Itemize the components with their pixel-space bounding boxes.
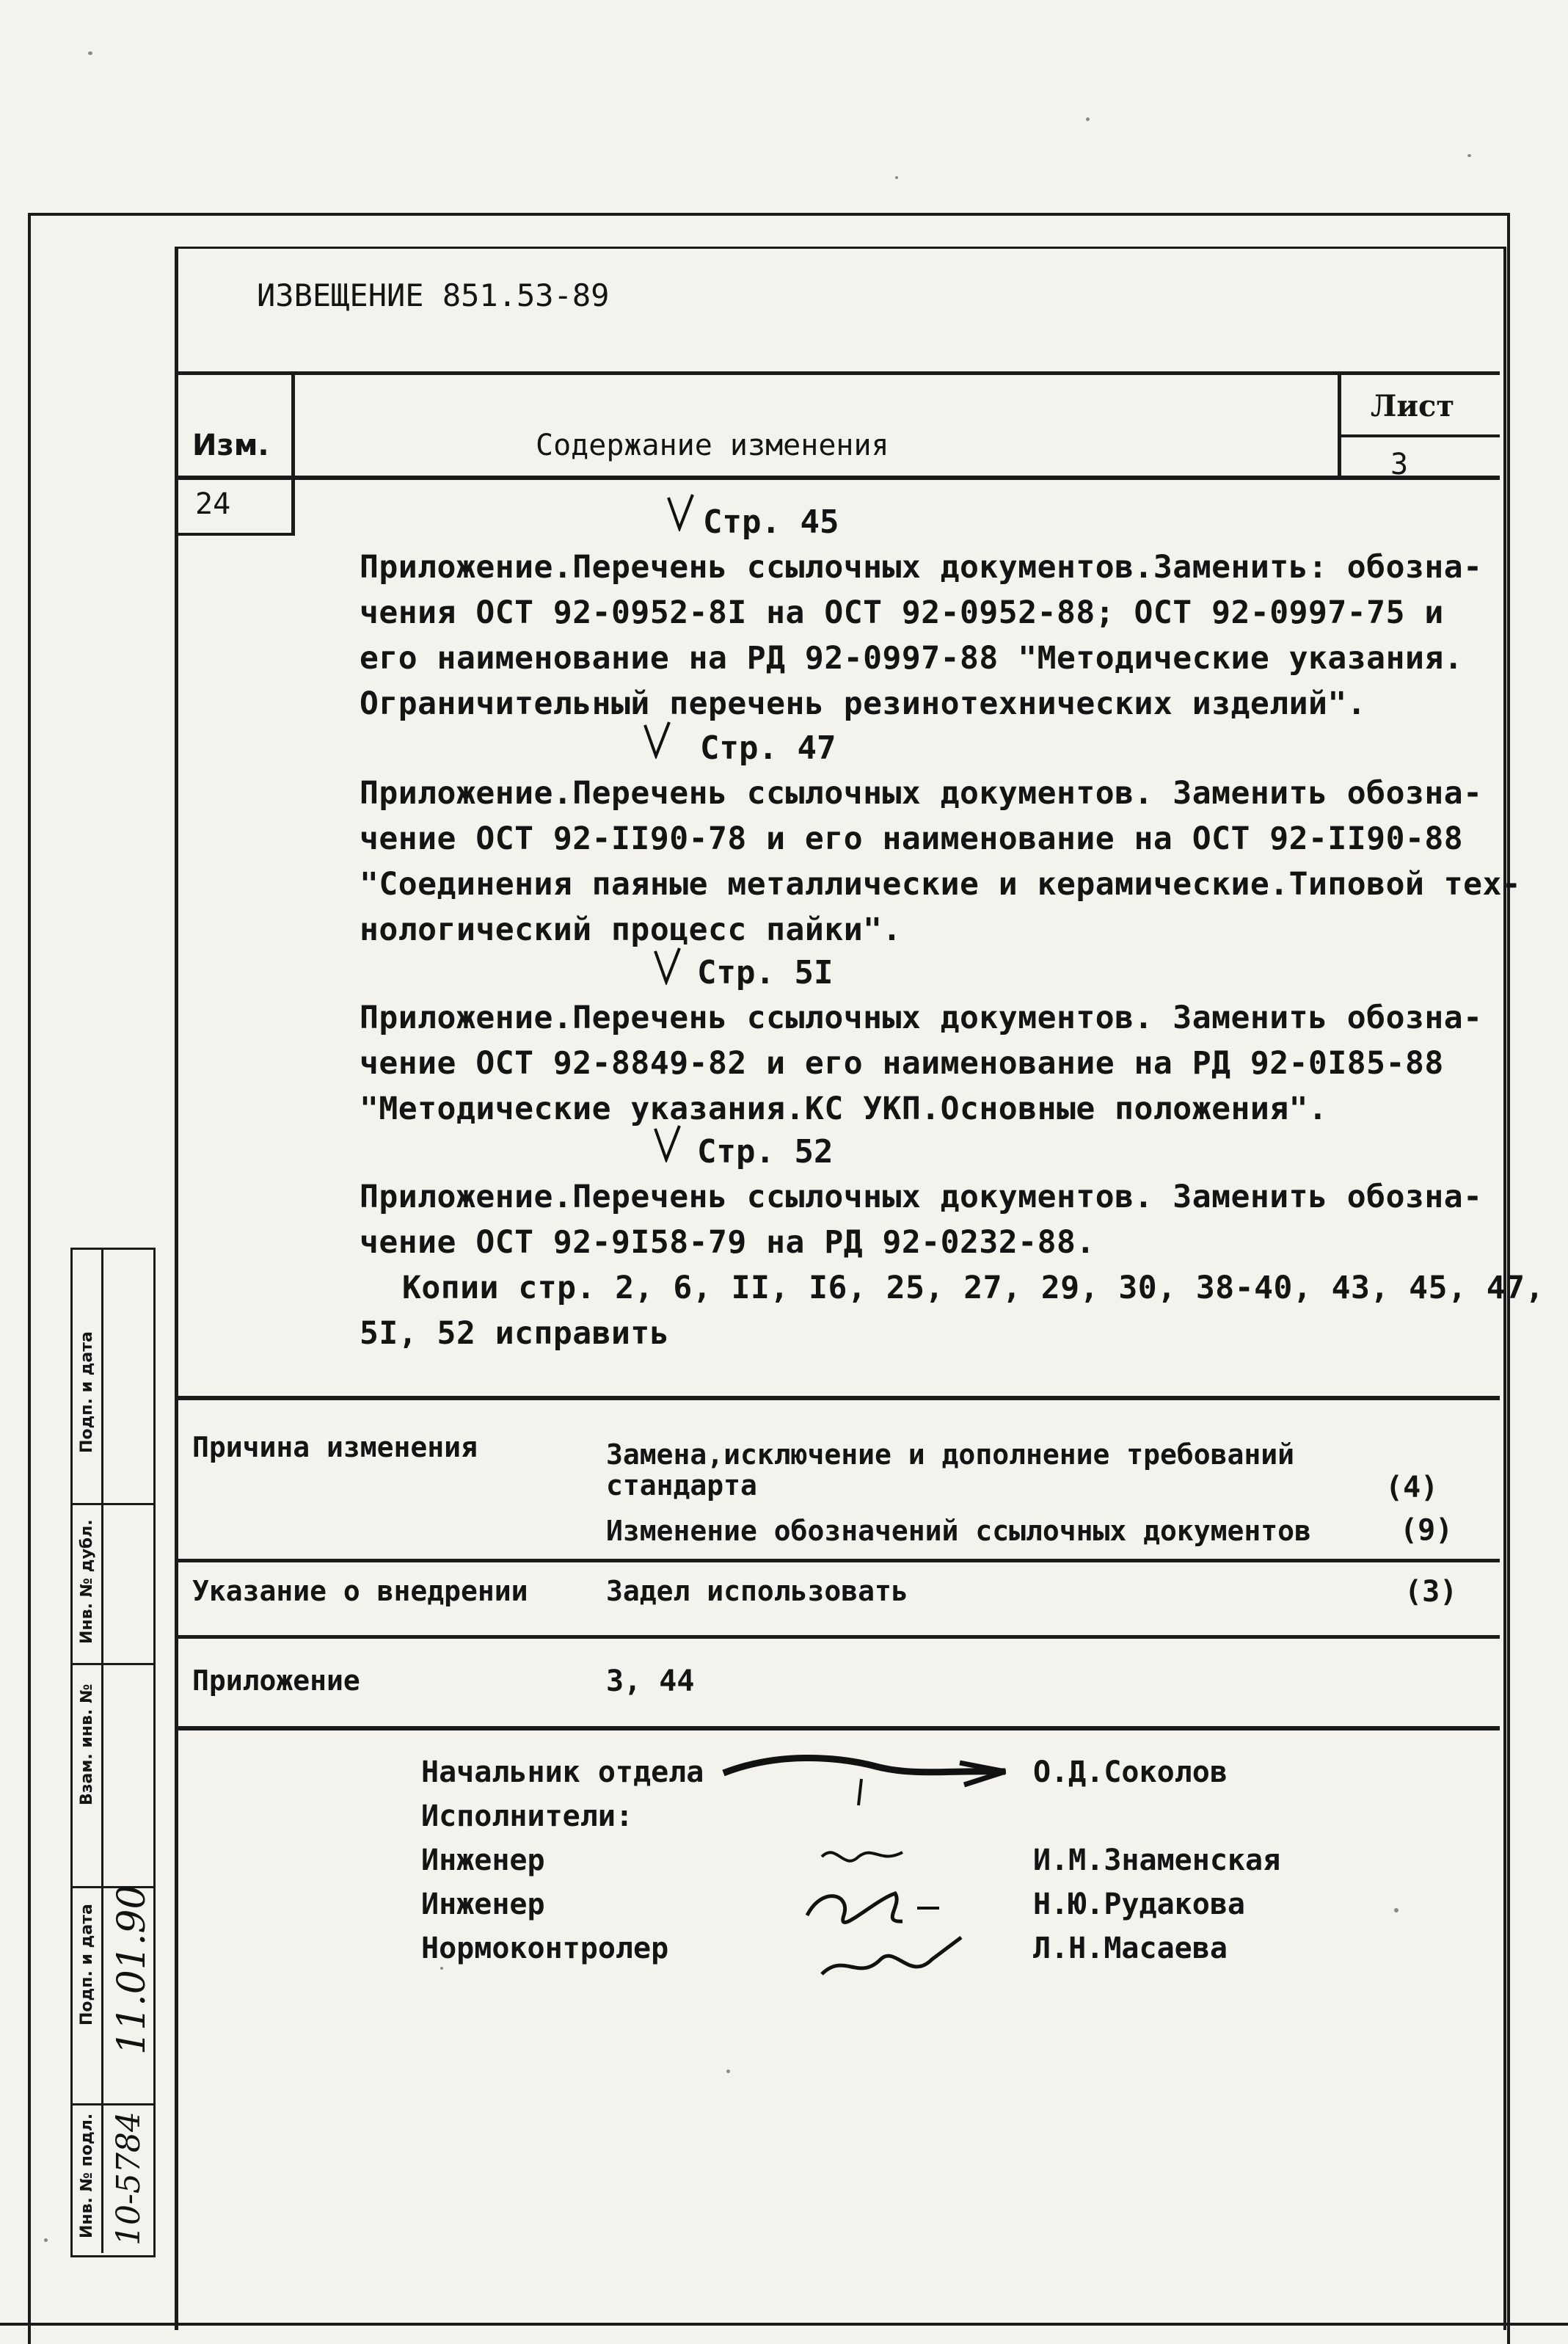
head-signature xyxy=(718,1747,1011,1813)
reason-line2: стандарта xyxy=(606,1469,757,1502)
side-label: Инв. № дубл. xyxy=(78,1519,96,1644)
executor-name: Л.Н.Масаева xyxy=(1033,1932,1228,1965)
change-line: Приложение.Перечень ссылочных документов. Заменить обозна- xyxy=(360,1000,1483,1036)
side-signed-date: 11.01.90 xyxy=(110,1885,154,2055)
izm-cell-bottom xyxy=(178,533,295,536)
implementation-value: Задел использовать xyxy=(606,1575,908,1607)
appendix-value: 3, 44 xyxy=(606,1664,695,1698)
change-line: "Методические указания.КС УКП.Основные положения". xyxy=(360,1091,1328,1127)
executors-label: Исполнители: xyxy=(421,1799,633,1833)
reason-line1: Замена,исключение и дополнение требований xyxy=(606,1438,1294,1471)
copies-note: 5I, 52 исправить xyxy=(360,1315,670,1352)
reason-label: Причина изменения xyxy=(192,1431,478,1463)
change-page-45: Стр. 45 xyxy=(703,503,839,541)
bottom-border xyxy=(0,2323,1568,2326)
side-label: Инв. № подл. xyxy=(78,2113,96,2238)
checkmark-icon xyxy=(653,947,682,985)
change-page-51: Стр. 5I xyxy=(697,954,834,991)
change-line: чение ОСТ 92-II90-78 и его наименование на ОСТ 92-II90-88 xyxy=(360,820,1464,857)
side-row-line xyxy=(70,2103,153,2105)
change-line: чение ОСТ 92-9I58-79 на РД 92-0232-88. xyxy=(360,1224,1095,1261)
implementation-top-line xyxy=(178,1559,1500,1562)
side-row-line xyxy=(70,1663,153,1665)
executor-role: Инженер xyxy=(421,1843,545,1877)
executor-name: И.М.Знаменская xyxy=(1033,1843,1281,1877)
executor-role: Нормоконтролер xyxy=(421,1932,669,1965)
change-line: "Соединения паяные металлические и керамические.Типовой тех- xyxy=(360,866,1522,903)
executor-signatures xyxy=(792,1835,983,1996)
head-name: О.Д.Соколов xyxy=(1033,1755,1228,1789)
reason-top-line xyxy=(178,1396,1500,1400)
checkmark-icon xyxy=(643,721,672,759)
change-line: Приложение.Перечень ссылочных документов.Заменить: обозна- xyxy=(360,549,1483,586)
sheet-column-divider xyxy=(1338,371,1341,480)
implementation-label: Указание о внедрении xyxy=(192,1575,528,1607)
side-label: Взам. инв. № xyxy=(78,1684,96,1805)
reason-line3: Изменение обозначений ссылочных документов xyxy=(606,1515,1311,1547)
col-content-header: Содержание изменения xyxy=(536,429,889,462)
appendix-top-line xyxy=(178,1635,1500,1639)
copies-note: Копии стр. 2, 6, II, I6, 25, 27, 29, 30, 38-40, 43, 45, 47, xyxy=(402,1270,1545,1306)
reason-code2: (9) xyxy=(1400,1513,1454,1547)
change-page-52: Стр. 52 xyxy=(697,1133,834,1171)
side-stamp-divider xyxy=(101,1248,103,2253)
head-role: Начальник отдела xyxy=(421,1755,704,1789)
izm-column-divider xyxy=(291,371,295,536)
side-label: Подп. и дата xyxy=(78,1904,96,2025)
col-izm-header: Изм. xyxy=(192,429,269,462)
side-label: Подп. и дата xyxy=(78,1331,96,1453)
change-page-47: Стр. 47 xyxy=(700,729,836,767)
header-top-line xyxy=(178,371,1500,375)
change-line: нологический процесс пайки". xyxy=(360,911,902,948)
change-line: чение ОСТ 92-8849-82 и его наименование на РД 92-0I85-88 xyxy=(360,1045,1444,1082)
executor-name: Н.Ю.Рудакова xyxy=(1033,1888,1245,1921)
side-row-line xyxy=(70,1503,153,1505)
change-line: Ограничительный перечень резинотехнических изделий". xyxy=(360,685,1367,722)
checkmark-icon xyxy=(653,1124,682,1162)
change-line: чения ОСТ 92-0952-8I на ОСТ 92-0952-88; ОСТ 92-0997-75 и xyxy=(360,594,1444,631)
col-sheet-header: Лист xyxy=(1371,389,1455,423)
implementation-code: (3) xyxy=(1404,1575,1458,1609)
executor-role: Инженер xyxy=(421,1888,545,1921)
signatures-top-line xyxy=(178,1726,1500,1730)
notice-title: ИЗВЕЩЕНИЕ 851.53-89 xyxy=(257,277,610,313)
header-bottom-line xyxy=(178,476,1500,480)
appendix-label: Приложение xyxy=(192,1664,360,1697)
side-inventory-number: 10-5784 xyxy=(110,2111,147,2246)
checkmark-icon xyxy=(666,493,696,531)
sheet-number: 3 xyxy=(1390,448,1409,481)
izm-number: 24 xyxy=(195,487,231,521)
sheet-cell-divider xyxy=(1338,434,1500,437)
change-line: Приложение.Перечень ссылочных документов. Заменить обозна- xyxy=(360,1179,1483,1215)
reason-code1: (4) xyxy=(1385,1471,1439,1504)
change-line: его наименование на РД 92-0997-88 "Методические указания. xyxy=(360,640,1464,677)
change-line: Приложение.Перечень ссылочных документов. Заменить обозна- xyxy=(360,775,1483,812)
